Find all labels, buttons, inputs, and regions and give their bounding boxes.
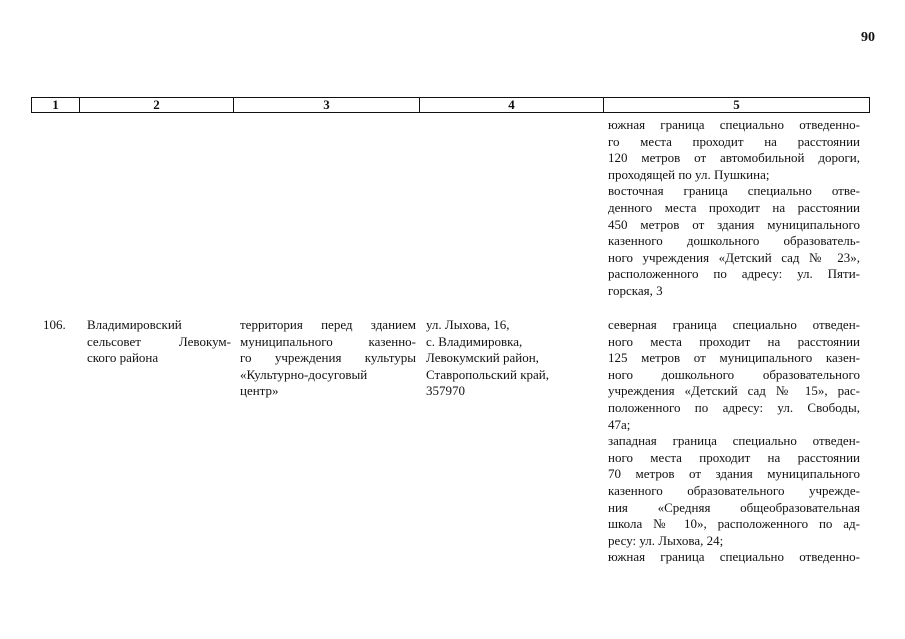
text-line: ного дошкольного образовательного — [608, 366, 860, 382]
text-line: 450 метров от здания муниципального — [608, 216, 860, 232]
text-line: проходящей по ул. Пушкина; — [608, 166, 770, 182]
text-line: восточная граница специально отве- — [608, 183, 860, 199]
continuation-description — [608, 117, 860, 300]
text-line: положенного по адресу: ул. Свободы, — [608, 399, 860, 415]
text-line: сельсовет Левокум- — [87, 333, 231, 349]
text-line: 125 метров от муниципального казен- — [608, 350, 860, 366]
text-line: ского района — [87, 350, 159, 366]
text-line: 70 метров от здания муниципального — [608, 466, 860, 482]
header-col-3: 3 — [234, 98, 420, 112]
text-line: ния «Средняя общеобразовательная — [608, 499, 860, 515]
header-col-5: 5 — [733, 97, 740, 112]
text-line: ресу: ул. Лыхова, 24; — [608, 532, 724, 548]
text-line: Ставропольский край, — [426, 366, 549, 382]
text-line: казенного образовательного учрежде- — [608, 482, 860, 498]
text-line: с. Владимировка, — [426, 333, 523, 349]
header-col-2: 2 — [80, 98, 234, 112]
page-number: 90 — [861, 30, 875, 45]
text-line: го учреждения культуры — [240, 350, 416, 366]
text-line: учреждения «Детский сад № 15», рас- — [608, 383, 860, 399]
row-address — [426, 317, 598, 400]
text-line: казенного дошкольного образователь- — [608, 233, 860, 249]
row-settlement-name — [87, 317, 231, 367]
text-line: школа № 10», расположенного по ад- — [608, 516, 860, 532]
text-line: южная граница специально отведенно- — [608, 549, 860, 565]
header-col-4: 4 — [420, 98, 604, 112]
text-line: 120 метров от автомобильной дороги, — [608, 150, 860, 166]
text-line: западная граница специально отведен- — [608, 433, 860, 449]
text-line: ного места проходит на расстоянии — [608, 449, 860, 465]
text-line: муниципального казенно- — [240, 333, 416, 349]
text-line: южная граница специально отведенно- — [608, 117, 860, 132]
text-line: центр» — [240, 383, 279, 399]
text-line: горская, 3 — [608, 282, 663, 298]
text-line: ного места проходит на расстоянии — [608, 333, 860, 349]
text-line: северная граница специально отведен- — [608, 317, 860, 332]
text-line: го места проходит на расстоянии — [608, 133, 860, 149]
text-line: Владимировский — [87, 317, 182, 332]
row-description — [608, 317, 860, 566]
header-col-1: 1 — [32, 98, 80, 112]
text-line: расположенного по адресу: ул. Пяти- — [608, 266, 860, 282]
text-line: ного учреждения «Детский сад № 23», — [608, 249, 860, 265]
text-line: 47а; — [608, 416, 631, 432]
text-line: территория перед зданием — [240, 317, 416, 332]
text-line: Левокумский район, — [426, 350, 539, 366]
text-line: «Культурно-досуговый — [240, 366, 368, 382]
row-number: 106. — [43, 317, 66, 332]
row-territory — [240, 317, 416, 400]
text-line: ул. Лыхова, 16, — [426, 317, 510, 332]
table-header-row — [31, 97, 870, 113]
text-line: денного места проходит на расстоянии — [608, 199, 860, 215]
text-line: 357970 — [426, 383, 465, 399]
